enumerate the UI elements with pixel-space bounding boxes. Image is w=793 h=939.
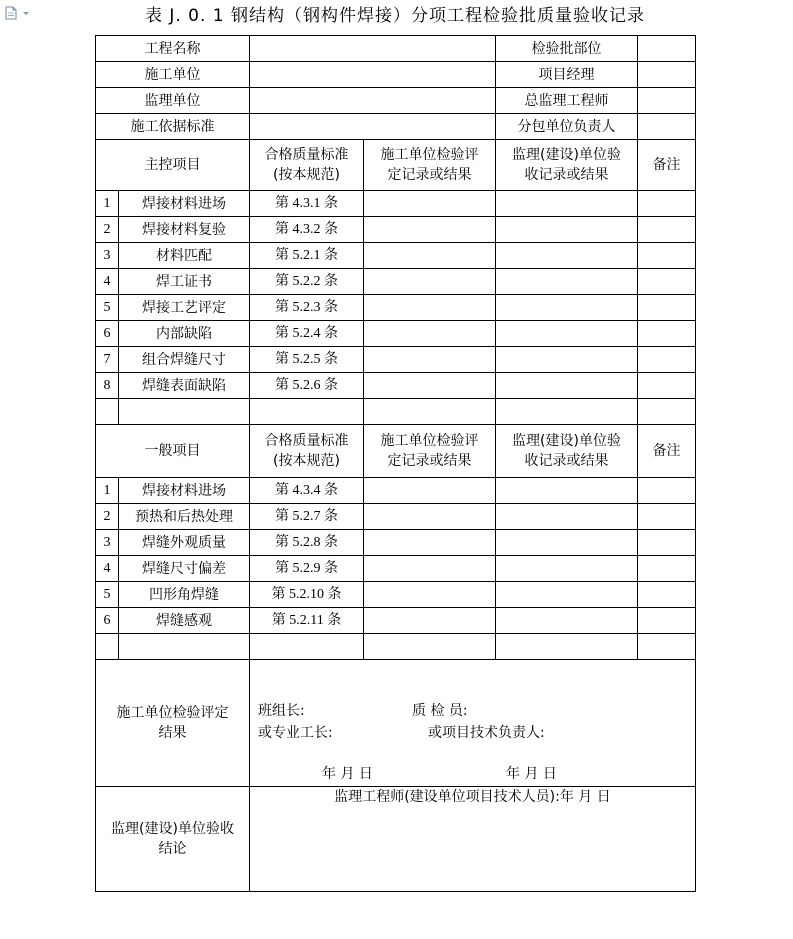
contractor-column-header-line: 施工单位检验评	[380, 147, 479, 163]
remark-field[interactable]	[638, 373, 696, 399]
standard-column-header-line: 合格质量标准	[264, 147, 349, 163]
section-header-row	[96, 140, 696, 191]
item-name: 焊接材料复验	[119, 217, 250, 243]
remark-field[interactable]	[638, 217, 696, 243]
item-standard: 第 5.2.3 条	[250, 295, 364, 321]
supervisor-column-header-line: 监理(建设)单位验	[512, 433, 621, 449]
contractor-column-header-line: 定记录或结果	[387, 167, 472, 183]
contractor-result-label-line: 结果	[158, 725, 187, 741]
remark-field[interactable]	[638, 556, 696, 582]
header-row	[96, 62, 696, 88]
contractor-result-field[interactable]	[364, 478, 496, 504]
header-label: 总监理工程师	[496, 88, 638, 114]
standard-column-header	[250, 425, 364, 478]
header-value-field[interactable]	[250, 88, 496, 114]
remark-field[interactable]	[638, 243, 696, 269]
item-standard: 第 4.3.4 条	[250, 478, 364, 504]
item-row	[96, 321, 696, 347]
item-standard: 第 5.2.7 条	[250, 504, 364, 530]
item-standard: 第 4.3.1 条	[250, 191, 364, 217]
contractor-column-header-line: 施工单位检验评	[380, 433, 479, 449]
item-name: 焊工证书	[119, 269, 250, 295]
contractor-column-header-line: 定记录或结果	[387, 453, 472, 469]
supervisor-result-field[interactable]	[496, 269, 638, 295]
item-standard: 第 5.2.11 条	[250, 608, 364, 634]
item-number: 5	[96, 582, 119, 608]
date-label: 年 月 日	[322, 766, 373, 782]
supervisor-result-field[interactable]	[496, 347, 638, 373]
header-value-field[interactable]	[638, 114, 696, 140]
item-name: 焊缝表面缺陷	[119, 373, 250, 399]
supervisor-signature-block	[250, 787, 695, 891]
supervisor-result-field[interactable]	[496, 321, 638, 347]
remark-field[interactable]	[638, 478, 696, 504]
supervisor-signature-area[interactable]	[250, 787, 696, 892]
item-standard	[250, 399, 364, 425]
remark-field[interactable]	[638, 530, 696, 556]
item-name: 焊接材料进场	[119, 191, 250, 217]
item-number: 6	[96, 321, 119, 347]
item-row	[96, 295, 696, 321]
supervisor-result-field[interactable]	[496, 634, 638, 660]
item-number: 2	[96, 504, 119, 530]
item-name: 内部缺陷	[119, 321, 250, 347]
section-header-row	[96, 425, 696, 478]
item-number: 2	[96, 217, 119, 243]
remark-field[interactable]	[638, 191, 696, 217]
item-number: 4	[96, 269, 119, 295]
item-row	[96, 243, 696, 269]
item-standard: 第 5.2.9 条	[250, 556, 364, 582]
item-name: 焊缝外观质量	[119, 530, 250, 556]
page-title: 表 J. 0. 1 钢结构（钢构件焊接）分项工程检验批质量验收记录	[144, 6, 646, 26]
item-row	[96, 504, 696, 530]
supervisor-result-field[interactable]	[496, 582, 638, 608]
standard-column-header	[250, 140, 364, 191]
supervisor-result-field[interactable]	[496, 530, 638, 556]
item-standard: 第 5.2.10 条	[250, 582, 364, 608]
item-row	[96, 582, 696, 608]
item-row	[96, 191, 696, 217]
item-name: 焊缝尺寸偏差	[119, 556, 250, 582]
item-number: 3	[96, 530, 119, 556]
item-name: 预热和后热处理	[119, 504, 250, 530]
header-value-field[interactable]	[638, 62, 696, 88]
contractor-result-field[interactable]	[364, 582, 496, 608]
contractor-result-field[interactable]	[364, 217, 496, 243]
item-standard: 第 4.3.2 条	[250, 217, 364, 243]
remark-field[interactable]	[638, 504, 696, 530]
header-row	[96, 88, 696, 114]
header-label: 检验批部位	[496, 36, 638, 62]
section-label: 一般项目	[96, 425, 250, 478]
item-number: 4	[96, 556, 119, 582]
item-number	[96, 399, 119, 425]
standard-column-header-line: (按本规范)	[273, 453, 340, 469]
item-name: 材料匹配	[119, 243, 250, 269]
supervisor-result-field[interactable]	[496, 399, 638, 425]
item-row	[96, 530, 696, 556]
contractor-result-field[interactable]	[364, 399, 496, 425]
contractor-result-label	[96, 660, 250, 787]
document-icon[interactable]	[5, 6, 31, 20]
remark-field[interactable]	[638, 399, 696, 425]
supervisor-result-field[interactable]	[496, 478, 638, 504]
supervisor-column-header	[496, 425, 638, 478]
contractor-column-header	[364, 425, 496, 478]
supervisor-conclusion-label-line: 监理(建设)单位验收	[111, 821, 234, 837]
foreman-label: 或专业工长:	[258, 725, 333, 741]
contractor-result-field[interactable]	[364, 504, 496, 530]
contractor-result-field[interactable]	[364, 321, 496, 347]
header-label: 施工依据标准	[96, 114, 250, 140]
item-name: 焊缝感观	[119, 608, 250, 634]
item-standard: 第 5.2.4 条	[250, 321, 364, 347]
item-number: 1	[96, 478, 119, 504]
contractor-result-field[interactable]	[364, 530, 496, 556]
item-name: 凹形角焊缝	[119, 582, 250, 608]
remark-field[interactable]	[638, 295, 696, 321]
item-number: 8	[96, 373, 119, 399]
contractor-result-field[interactable]	[364, 373, 496, 399]
item-number: 1	[96, 191, 119, 217]
contractor-result-field[interactable]	[364, 634, 496, 660]
item-standard: 第 5.2.5 条	[250, 347, 364, 373]
date-label: 年 月 日	[506, 766, 557, 782]
item-row	[96, 269, 696, 295]
supervisor-result-field[interactable]	[496, 373, 638, 399]
item-name	[119, 634, 250, 660]
contractor-result-field[interactable]	[364, 295, 496, 321]
supervisor-column-header-line: 收记录或结果	[524, 167, 609, 183]
header-value-field[interactable]	[638, 36, 696, 62]
header-label: 工程名称	[96, 36, 250, 62]
supervising-engineer-label: 监理工程师(建设单位项目技术人员):	[334, 789, 560, 805]
contractor-result-row	[96, 660, 696, 787]
supervisor-result-field[interactable]	[496, 295, 638, 321]
remark-column-header: 备注	[638, 140, 696, 191]
item-standard	[250, 634, 364, 660]
supervisor-conclusion-row	[96, 787, 696, 892]
supervisor-conclusion-label-line: 结论	[158, 841, 187, 857]
supervisor-result-field[interactable]	[496, 243, 638, 269]
contractor-result-label-line: 施工单位检验评定	[116, 705, 229, 721]
header-value-field[interactable]	[250, 62, 496, 88]
contractor-signature-area[interactable]	[250, 660, 696, 787]
item-number: 7	[96, 347, 119, 373]
remark-column-header: 备注	[638, 425, 696, 478]
standard-column-header-line: (按本规范)	[273, 167, 340, 183]
item-row	[96, 556, 696, 582]
item-standard: 第 5.2.8 条	[250, 530, 364, 556]
remark-field[interactable]	[638, 269, 696, 295]
header-label: 分包单位负责人	[496, 114, 638, 140]
item-name: 焊接材料进场	[119, 478, 250, 504]
item-number: 6	[96, 608, 119, 634]
remark-field[interactable]	[638, 608, 696, 634]
contractor-result-field[interactable]	[364, 608, 496, 634]
standard-column-header-line: 合格质量标准	[264, 433, 349, 449]
header-label: 项目经理	[496, 62, 638, 88]
contractor-column-header	[364, 140, 496, 191]
item-name	[119, 399, 250, 425]
supervisor-column-header-line: 监理(建设)单位验	[512, 147, 621, 163]
supervisor-column-header	[496, 140, 638, 191]
item-row	[96, 217, 696, 243]
inspection-record-table	[95, 35, 696, 892]
empty-row	[96, 399, 696, 425]
item-standard: 第 5.2.2 条	[250, 269, 364, 295]
item-standard: 第 5.2.1 条	[250, 243, 364, 269]
remark-field[interactable]	[638, 634, 696, 660]
supervisor-result-field[interactable]	[496, 504, 638, 530]
item-number	[96, 634, 119, 660]
inspector-label: 质 检 员:	[412, 703, 468, 719]
item-row	[96, 478, 696, 504]
header-row	[96, 36, 696, 62]
remark-field[interactable]	[638, 582, 696, 608]
section-label: 主控项目	[96, 140, 250, 191]
header-value-field[interactable]	[638, 88, 696, 114]
tech-lead-label: 或项目技术负责人:	[428, 725, 545, 741]
item-standard: 第 5.2.6 条	[250, 373, 364, 399]
item-row	[96, 373, 696, 399]
empty-row	[96, 634, 696, 660]
item-name: 组合焊缝尺寸	[119, 347, 250, 373]
supervisor-result-field[interactable]	[496, 217, 638, 243]
header-value-field[interactable]	[250, 114, 496, 140]
item-number: 5	[96, 295, 119, 321]
contractor-result-field[interactable]	[364, 347, 496, 373]
header-label: 监理单位	[96, 88, 250, 114]
supervisor-result-field[interactable]	[496, 191, 638, 217]
header-value-field[interactable]	[250, 36, 496, 62]
item-number: 3	[96, 243, 119, 269]
supervisor-result-field[interactable]	[496, 556, 638, 582]
supervisor-conclusion-label	[96, 787, 250, 892]
item-row	[96, 347, 696, 373]
header-row	[96, 114, 696, 140]
contractor-result-field[interactable]	[364, 556, 496, 582]
remark-field[interactable]	[638, 321, 696, 347]
remark-field[interactable]	[638, 347, 696, 373]
contractor-result-field[interactable]	[364, 269, 496, 295]
item-name: 焊接工艺评定	[119, 295, 250, 321]
contractor-result-field[interactable]	[364, 243, 496, 269]
contractor-signature-block	[250, 660, 695, 786]
header-label: 施工单位	[96, 62, 250, 88]
team-leader-label: 班组长:	[258, 703, 305, 719]
item-row	[96, 608, 696, 634]
date-label: 年 月 日	[559, 789, 611, 805]
supervisor-result-field[interactable]	[496, 608, 638, 634]
contractor-result-field[interactable]	[364, 191, 496, 217]
supervisor-column-header-line: 收记录或结果	[524, 453, 609, 469]
